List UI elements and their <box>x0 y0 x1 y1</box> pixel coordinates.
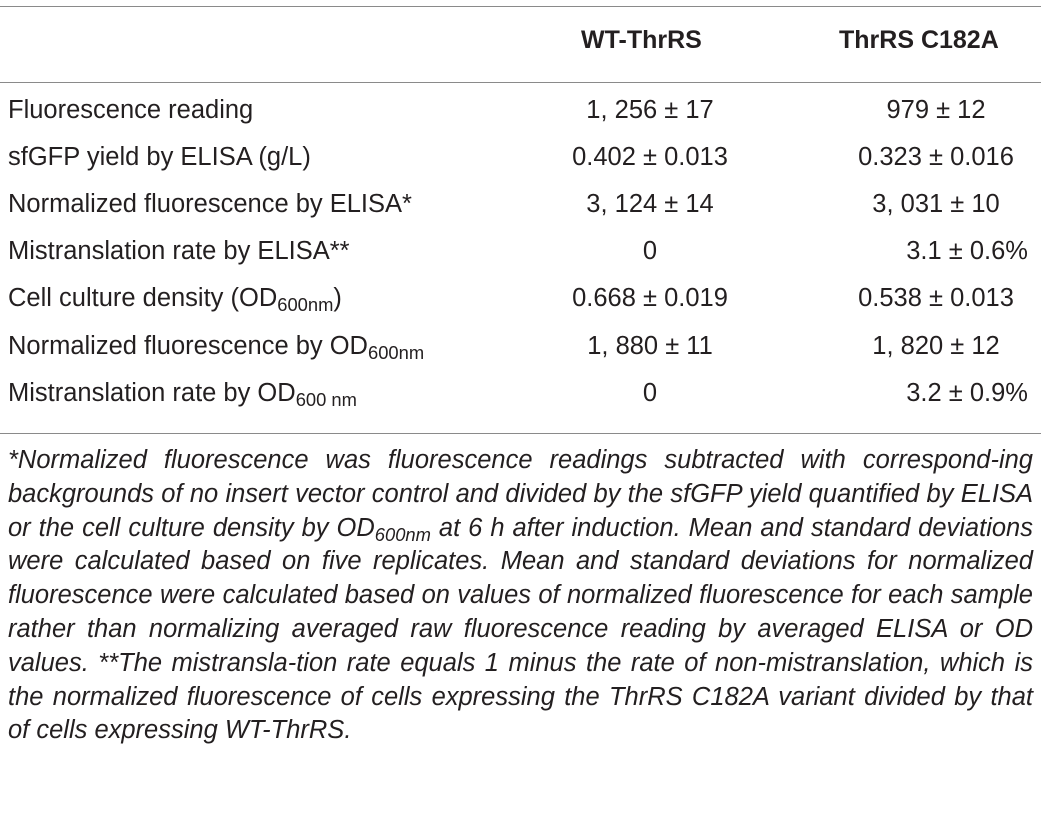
footnote-text-part-2: at 6 h after induction. Mean and standard deviations were calculated based on five replicates. Mean and standard deviations for normalized fluorescence were calculated based on values of normalized fluorescence for each sample rather than normalizing averaged raw fluorescence reading by averaged ELISA or OD values. **The mistransla-tion rate equals 1 minus the rate of non-mistranslation, which is the normalized fluorescence of cells expressing the ThrRS C182A variant divided by that of cells expressing WT-ThrRS. <box>8 513 1033 745</box>
row-label: Mistranslation rate by ELISA** <box>8 237 350 265</box>
row-label: Fluorescence reading <box>8 96 254 124</box>
cell-thrrs-c182a: 979 ± 12 <box>886 96 986 124</box>
cell-wt-thrrs: 1, 880 ± 11 <box>587 332 713 360</box>
table-row <box>0 237 1041 283</box>
cell-wt-thrrs: 1, 256 ± 17 <box>586 96 714 124</box>
table-row <box>0 190 1041 236</box>
table-footnote <box>8 444 1033 748</box>
row-label: Mistranslation rate by $OD_{600 nm}$ <box>8 379 357 411</box>
column-header-thrrs-c182a: ThrRS C182A <box>839 26 999 54</box>
row-label: Cell culture density $(OD_{600nm})$ <box>8 284 342 316</box>
cell-wt-thrrs: 0 <box>642 379 658 407</box>
cell-wt-thrrs: 0.668 ± 0.019 <box>572 284 728 312</box>
cell-wt-thrrs: 3, 124 ± 14 <box>586 190 714 218</box>
column-header-wt-thrrs: WT-ThrRS <box>581 26 702 54</box>
table-row <box>0 143 1041 189</box>
row-label: Normalized fluorescence by $OD_{600nm}$ <box>8 332 425 364</box>
row-label: Normalized fluorescence by ELISA* <box>8 190 412 218</box>
footnote-text-part-1: *Normalized fluorescence was fluorescence readings subtracted with correspond-ing backgrounds of no insert vector control and divided by the sfGFP yield quantified by ELISA or the cell culture density by OD <box>8 446 1033 542</box>
cell-thrrs-c182a: 3.2 ± 0.9% <box>906 379 1028 407</box>
cell-thrrs-c182a: 0.323 ± 0.016 <box>858 143 1014 171</box>
row-label: sfGFP yield by ELISA (g/L) <box>8 143 311 171</box>
table-row <box>0 332 1041 378</box>
footnote-subscript: 600nm <box>374 523 431 545</box>
table-row <box>0 284 1041 330</box>
table-row <box>0 379 1041 425</box>
cell-wt-thrrs: 0.402 ± 0.013 <box>572 143 728 171</box>
table-row <box>0 96 1041 142</box>
cell-thrrs-c182a: 3.1 ± 0.6% <box>906 237 1028 265</box>
cell-wt-thrrs: 0 <box>642 237 658 265</box>
table-header-rule <box>0 82 1041 83</box>
cell-thrrs-c182a: 0.538 ± 0.013 <box>858 284 1014 312</box>
cell-thrrs-c182a: 3, 031 ± 10 <box>872 190 1000 218</box>
table-bottom-rule <box>0 433 1041 434</box>
table-top-rule <box>0 6 1041 7</box>
cell-thrrs-c182a: 1, 820 ± 12 <box>872 332 1000 360</box>
